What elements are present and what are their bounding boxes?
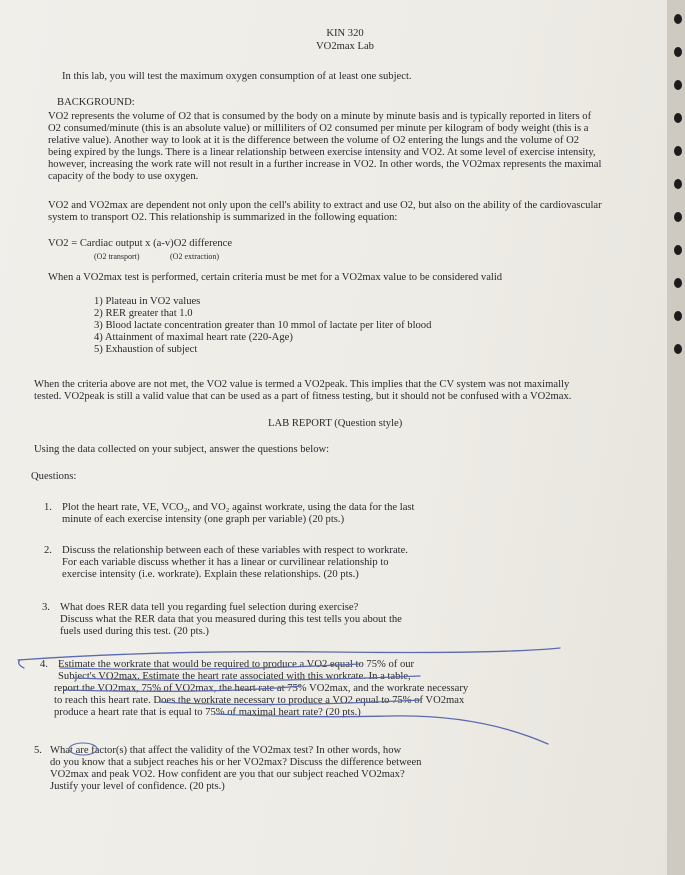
binder-hole (674, 311, 682, 321)
lab-report-heading: LAB REPORT (Question style) (268, 418, 403, 429)
binder-hole (674, 245, 682, 255)
list-item: 1) Plateau in VO2 values (94, 296, 201, 307)
binder-hole (674, 344, 682, 354)
binder-edge (667, 0, 685, 875)
instructions-text: Using the data collected on your subject, answer the questions below: (34, 444, 330, 455)
background-heading: BACKGROUND: (57, 97, 135, 108)
list-item: 5) Exhaustion of subject (94, 344, 198, 355)
document-page: KIN 320 VO2max Lab In this lab, you will test the maximum oxygen consumption of at least one subject. BACKGROUND: VO2 represents the volume of O2 that is consumed by the body on a minute by minute basis and is typically reported in liters of O2 consumed/minute (this is an absolute value) or milliliters of O2 consumed per minute per kilogram of body weight (this is a relative value). Another way to look at it is the difference between the volume of O2 entering the lungs and the volume of O2 being expired by the lungs. There is a linear relationship between exercise intensity and VO2. At some level of exercise intensity, however, increasing the work rate will not result in a further increase in VO2. In other words, the VO2max represents the maximal capacity of the body to use oxygen. VO2 and VO2max are dependent not only upon the cell's ability to extract and use O2, but also on the ability of the cardiovascular system to transport O2. This relationship is summarized in the following equation: VO2 = Cardiac output x (a-v)O2 difference (O2 transport) (O2 extraction) When a VO2max test is performed, certain criteria must be met for a VO2max value to be considered valid 1) Plateau in VO2 values 2) RER greater that 1.0 3) Blood lactate concentration greater than 10 mmol of lactate per liter of blood 4) Attainment of maximal heart rate (220-Age) 5) Exhaustion of subject When the criteria above are not met, the VO2 value is termed a VO2peak. This implies that the CV system was not maximally tested. VO2peak is still a valid value that can be used as a part of fitness testing, but it should not be confused with a VO2max. LAB REPORT (Question style) Using the data collected on your subject, answer the questions below: Questions: 1. Plot the heart rate, VE, VCO₂, and VO₂ against workrate, using the data for the last minute of each exercise intensity (one graph per variable) (20 pts.) 2. Discuss the relationship between each of these variables with respect to workrate. For each variable discuss whether it has a linear or curvilinear relationship to exercise intensity (i.e. workrate). Explain these relationships. (20 pts.) 3. What does RER data tell you regarding fuel selection during exercise? Discuss what the RER data that you measured during this test tells you about the fuels used during this test. (20 pts.) 4. Estimate the workrate that would be required to produce a VO2 equal to 75% of our Subject's VO2max. Estimate the heart rate associated with this workrate. In a table, report the VO2max, 75% of VO2max, the heart rate at 75% VO2max, and the workrate necessary to reach this heart rate. Does the workrate necessary to produce a VO2 equal to 75% of VO2max produce a heart rate that is equal to 75% of maximal heart rate? (20 pts.) 5. What are factor(s) that affect the validity of the VO2max test? In other words, how do you know that a subject reaches his or her VO2max? Discuss the difference between VO2max and peak VO2. How confident are you that our subject reached VO2max? Justify your level of confidence. (20 pts.) (0, 0, 670, 875)
equation-note-extraction: (O2 extraction) (170, 252, 220, 261)
list-item: 2) RER greater that 1.0 (94, 308, 193, 319)
binder-hole (674, 212, 682, 222)
binder-hole (674, 80, 682, 90)
binder-hole (674, 179, 682, 189)
binder-hole (674, 14, 682, 24)
pen-stroke (19, 660, 24, 668)
list-item: 4) Attainment of maximal heart rate (220-Age) (94, 332, 293, 343)
course-code: KIN 320 (326, 28, 364, 39)
document-title: VO2max Lab (316, 41, 374, 52)
binder-hole (674, 146, 682, 156)
equation-note-transport: (O2 transport) (94, 252, 140, 261)
criteria-intro: When a VO2max test is performed, certain criteria must be met for a VO2max value to be considered valid (48, 272, 503, 283)
binder-hole (674, 47, 682, 57)
binder-hole (674, 113, 682, 123)
equation-line: VO2 = Cardiac output x (a-v)O2 difference (48, 238, 233, 249)
list-item: 3) Blood lactate concentration greater than 10 mmol of lactate per liter of blood (94, 320, 432, 331)
questions-label: Questions: (31, 471, 77, 482)
binder-hole (674, 278, 682, 288)
intro-text: In this lab, you will test the maximum oxygen consumption of at least one subject. (62, 71, 412, 82)
